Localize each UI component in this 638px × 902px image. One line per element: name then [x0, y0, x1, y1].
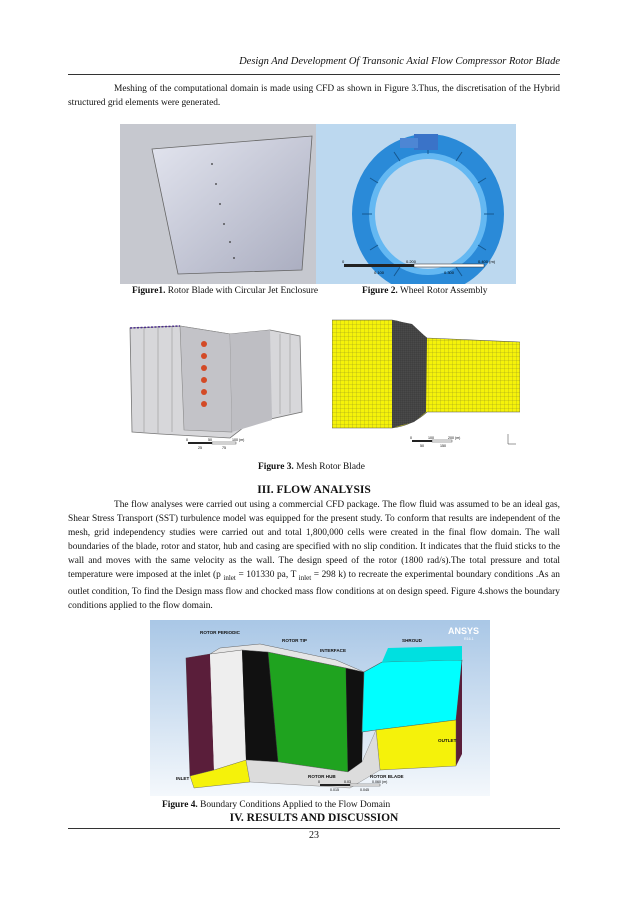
- figure4-caption-text: Boundary Conditions Applied to the Flow Domain: [197, 800, 391, 810]
- flow-sub-2: inlet: [298, 573, 312, 582]
- figure3-label: Figure 3.: [258, 462, 294, 472]
- fig2-scale-4: 0.300: [444, 270, 455, 275]
- flow-paragraph: [68, 498, 560, 613]
- fig3-right-scale-1: 100: [428, 436, 434, 440]
- figure3-left-image: [120, 314, 310, 454]
- flow-text: [68, 498, 560, 613]
- fig2-scale-1: 0.200: [406, 259, 417, 264]
- figure4-label: Figure 4.: [162, 800, 198, 810]
- flow-sub-1: inlet: [223, 573, 236, 582]
- figure2-image: [316, 124, 516, 284]
- flow-text-b: = 101330 pa, T: [235, 570, 299, 580]
- figure4-image: [150, 620, 490, 796]
- fig4-scale-0: 0: [318, 780, 320, 784]
- fig4-scale-3: 0.015: [330, 788, 339, 792]
- fig3-right-scale-2: 200 (m): [448, 436, 461, 440]
- label-interface: INTERFACE: [320, 648, 347, 653]
- figure1-image: [120, 124, 316, 284]
- flow-text-a: The flow analyses were carried out using a commercial CFD package. The flow fluid was assumed to be an ideal gas, Shear Stress Transport (SST) turbulence model was equipped for the present study. To conform that results are independent of the mesh, grid independency studies were carried out and total 1,800,000 cells were created in the final flow domain. The wall boundaries of the blade, rotor and stator, hub and casing are specified with no slip condition. It indicates that the fluid sticks to the wall and moves with the same velocity as the wall. The design speed of the rotor (1800 rad/s).The total pressure and total temperature were imposed at the inlet (p: [68, 500, 560, 580]
- axis-triad-icon: [508, 434, 516, 444]
- figure1-label: Figure1.: [132, 286, 166, 296]
- fig3-left-scale-2: 100 (m): [232, 438, 245, 442]
- fig3-right-scale-4: 150: [440, 444, 446, 448]
- header-rule: [68, 74, 560, 75]
- figure3-caption-text: Mesh Rotor Blade: [293, 462, 365, 472]
- fig3-left-scale-4: 75: [222, 446, 226, 450]
- fig4-scale-1: 0.03: [344, 780, 351, 784]
- label-shroud: SHROUD: [402, 638, 422, 643]
- fig3-left-scale-3: 25: [198, 446, 202, 450]
- label-rotor-periodic: ROTOR PERIODIC: [200, 630, 240, 635]
- intro-text: Meshing of the computational domain is made using CFD as shown in Figure 3.Thus, the discretisation of the Hybrid structured grid elements were generated.: [68, 84, 560, 108]
- section4-heading: IV. RESULTS AND DISCUSSION: [229, 812, 399, 824]
- fig3-left-scale-0: 0: [186, 438, 188, 442]
- ansys-version: R16.1: [464, 637, 474, 641]
- label-rotor-blade: ROTOR BLADE: [370, 774, 404, 779]
- intro-paragraph: [68, 82, 560, 110]
- flow-text-c: = 298 k) to recreate the experimental boundary conditions .As an outlet condition, To find the Design mass flow and chocked mass flow conditions at on design speed. Figure 4.shows the boundary conditions applied to the flow domain.: [68, 570, 560, 611]
- fig2-scale-2: 0.400 (m): [478, 259, 496, 264]
- fig4-scale-4: 0.045: [360, 788, 369, 792]
- fig2-scale-0: 0: [342, 259, 345, 264]
- figure1-caption-text: Rotor Blade with Circular Jet Enclosure: [165, 286, 318, 296]
- footer-rule: [68, 828, 560, 829]
- figure2-label: Figure 2.: [362, 286, 398, 296]
- fig3-left-scale-1: 50: [208, 438, 212, 442]
- ansys-logo: ANSYS: [448, 626, 480, 636]
- label-inlet: INLET: [176, 776, 190, 781]
- figure2-caption-text: Wheel Rotor Assembly: [397, 286, 488, 296]
- label-rotor-tip: ROTOR TIP: [282, 638, 307, 643]
- figure2-caption: [362, 286, 487, 296]
- fig4-scale-2: 0.060 (m): [372, 780, 388, 784]
- fig3-right-scale-3: 50: [420, 444, 424, 448]
- running-header: Design And Development Of Transonic Axial Flow Compressor Rotor Blade: [239, 56, 560, 67]
- section3-heading: III. FLOW ANALYSIS: [257, 484, 371, 496]
- label-outlet: OUTLET: [438, 738, 457, 743]
- label-rotor-hub: ROTOR HUB: [308, 774, 336, 779]
- figure3-caption: [258, 462, 365, 472]
- fig2-scale-3: 0.100: [374, 270, 385, 275]
- fig3-right-scale-0: 0: [410, 436, 412, 440]
- figure3-right-image: [332, 316, 520, 454]
- page-number: 23: [309, 830, 319, 841]
- figure1-caption: [132, 286, 318, 296]
- figure4-caption: [162, 800, 390, 810]
